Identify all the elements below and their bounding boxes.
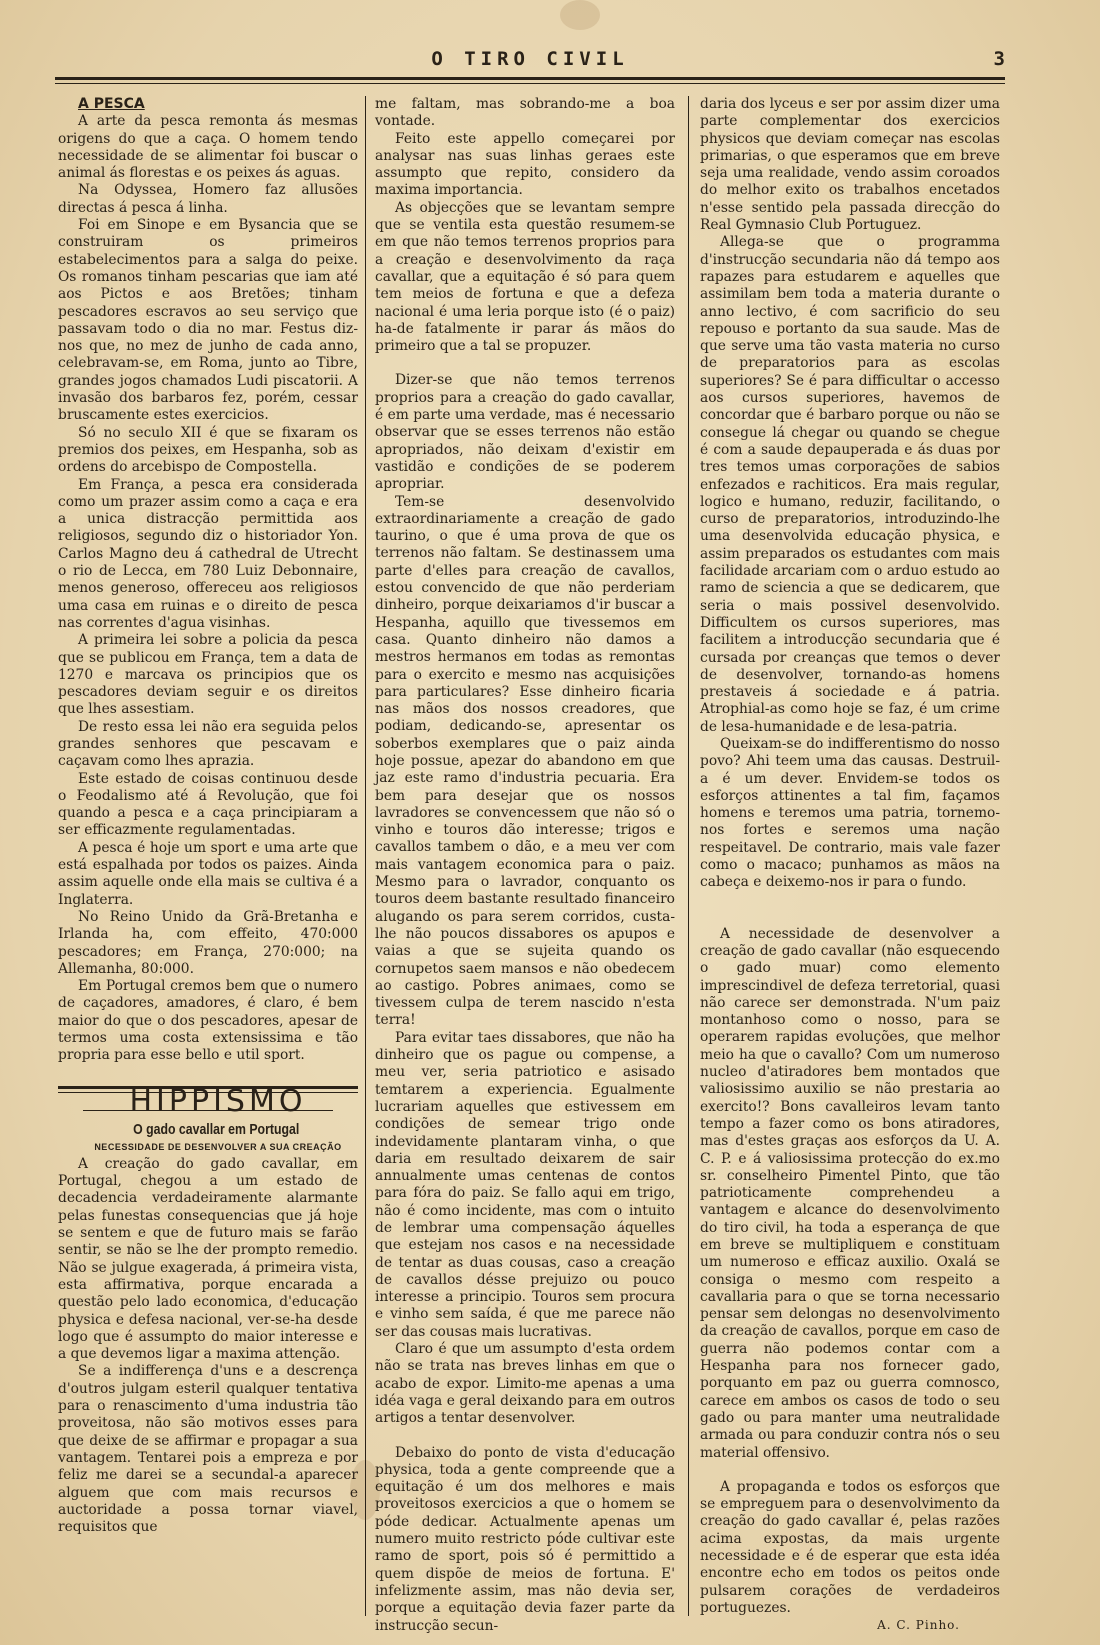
paragraph: Em França, a pesca era considerada como um prazer assim como a caça e era a unica distracção permittida aos religiosos, segundo diz o historiador Yon. Carlos Magno deu á cathedral de Utrecht o rio de Lecca, em 780 Luiz Debonnaire, menos generoso, offereceu aos religiosos uma casa em ruinas e o direito de pesca nas correntes d'agua visinhas.	[58, 476, 358, 631]
paragraph: No Reino Unido da Grã-Bretanha e Irlanda ha, com effeito, 470:000 pescadores; em França, 270:000; na Allemanha, 80:000.	[58, 908, 358, 977]
paragraph-gap	[375, 355, 675, 372]
paragraph-gap	[700, 1462, 1000, 1479]
paragraph: Feito este appello começarei por analysar nas suas linhas geraes este assumpto que repito, considero da maxima importancia.	[375, 130, 675, 199]
section-title-pesca: A PESCA	[78, 96, 145, 112]
paragraph: A creação do gado cavallar, em Portugal, chegou a um estado de decadencia verdadeiramente alarmante pelas funestas consequencias que já hoje se sentem e que de futuro mais se farão sentir, se não se lhe der prompto remedio. Não se julgue exagerada, á primeira vista, esta affirmativa, porque encarada a questão pelo lado economica, d'educação physica e defesa nacional, ver-se-ha desde logo que é assumpto do maior interesse e a que devemos ligar a maxima attenção.	[58, 1155, 358, 1363]
column-3	[700, 96, 1000, 1635]
page-number: 3	[993, 48, 1005, 70]
header-rule	[55, 77, 1005, 80]
column-2	[375, 96, 675, 1635]
paragraph: Em Portugal cremos bem que o numero de caçadores, amadores, é claro, é bem maior do que o dos pescadores, apesar de termos uma costa extensissima e tão propria para esse bello e util sport.	[58, 978, 358, 1064]
paragraph: A arte da pesca remonta ás mesmas origens do que a caça. O homem tendo necessidade de se alimentar foi buscar o animal ás florestas e os peixes ás aguas.	[58, 113, 358, 182]
paragraph: A necessidade de desenvolver a creação de gado cavallar (não esquecendo o gado muar) como elemento imprescindivel de defeza terretorial, quasi não carece ser demonstrada. N'um paiz montanhoso como o nosso, para se operarem rapidas evoluções, que melhor meio ha que o cavallo? Com um numeroso nucleo d'atiradores bem montados que valiosissimo auxilio se não prestaria ao exercito!? Bons cavalleiros levam tanto tempo a fazer como os bons atiradores, mas d'estes graças aos esforços da U. A. C. P. e á valiosissima protecção do ex.mo sr. conselheiro Pimentel Pinto, que tão patrioticamente comprehendeu a vantagem e alcance do desenvolvimento do tiro civil, ha toda a esperança de que em breve se multipliquem e constituam um numeroso e efficaz auxilio. Oxalá se consiga o mesmo com respeito a cavallaria para o que se torna necessario pensar sem delongas no desenvolvimento da creação de cavallos, porque em caso de guerra não podemos contar com a Hespanha para nos fornecer gado, porquanto em paz ou guerra comnosco, carece em ambos os casos de todo o seu gado ou para manter uma neutralidade armada ou para conduzir contra nós o seu material offensivo.	[700, 925, 1000, 1461]
column-pesca	[58, 96, 358, 1065]
paragraph: Claro é que um assumpto d'esta ordem não se trata nas breves linhas em que o acabo de expor. Limito-me apenas a uma idéa vaga e geral deixando para em outros artigos a tentar desenvolver.	[375, 1341, 675, 1427]
paper-stain	[560, 0, 600, 30]
paragraph-gap	[700, 909, 1000, 926]
paragraph: A pesca é hoje um sport e uma arte que está espalhada por todos os paizes. Ainda assim aquelle onde ella mais se cultiva é a Inglaterra.	[58, 839, 358, 908]
paragraph-gap	[375, 1428, 675, 1445]
hippismo-section	[58, 1086, 358, 1536]
paragraph: Dizer-se que não temos terrenos proprios para a creação do gado cavallar, é em parte uma verdade, mas é necessario observar que se esses terrenos não estão apropriados, não deixam d'existir em vastidão e condições de se poderem apropriar.	[375, 372, 675, 493]
column-divider	[688, 96, 689, 1616]
column-divider	[365, 96, 366, 1616]
paragraph: me faltam, mas sobrando-me a boa vontade.	[375, 96, 675, 130]
paragraph: Se a indifferença d'uns e a descrença d'outros julgam esteril qualquer tentativa para o renascimento d'uma industria tão proveitosa, não são motivos esses para que deixe de se affirmar e propagar a sua vantagem. Tentarei pois a empreza e por feliz me darei se a secundal-a aparecer alguem que com mais recursos e auctoridade a possa tornar viavel, requisitos que	[58, 1363, 358, 1536]
section-title-hippismo: HIPPISMO	[129, 1084, 307, 1119]
paragraph: Foi em Sinope e em Bysancia que se construiram os primeiros estabelecimentos para a salga do peixe. Os romanos tinham pescarias que iam até aos Pictos e aos Bretões; tinham pescadores escravos ao seu serviço que passavam todo o dia no mar. Festus diz-nos que, no mez de junho de cada anno, celebravam-se, em Roma, junto ao Tibre, grandes jogos chamados Ludi piscatorii. A invasão dos barbaros fez, porém, cessar bruscamente estes exercicios.	[58, 217, 358, 424]
paragraph: As objecções que se levantam sempre que se ventila esta questão resumem-se em que não temos terrenos proprios para a creação e desenvolvimento da raça cavallar, que a equitação é só para quem tem meios de fortuna e que a defeza nacional é uma leria porque isto (é o paiz) ha-de fatalmente ir parar ás mãos do primeiro que a tal se propuzer.	[375, 199, 675, 355]
paragraph-gap	[700, 892, 1000, 909]
paragraph: Na Odyssea, Homero faz allusões directas á pesca á linha.	[58, 182, 358, 216]
paragraph: Tem-se desenvolvido extraordinariamente a creação de gado taurino, o que é uma prova de que os terrenos não faltam. Se destinassem uma parte d'elles para creação de cavallos, estou convencido de que não perderiam dinheiro, porque deixariamos d'ir buscar a Hespanha, aquillo que tivessemos em casa. Quanto dinheiro não damos a mestros hermanos em todas as remontas para o exercito e mesmo nas acquisições para particulares? Esse dinheiro ficaria nas mãos dos nossos creadores, que podiam, dedicando-se, apresentar os soberbos exemplares que o paiz ainda hoje possue, apezar do abandono em que jaz este ramo d'industria pecuaria. Era bem para desejar que os nossos lavradores se convencessem que não só o vinho e touros dão interesse; trigos e cavallos tambem o dão, e a meu ver com mais vantagem economica para o paiz. Mesmo para o lavrador, conquanto os touros deem bastante resultado financeiro alugando os para serem corridos, custa-lhe não poucos dissabores os apupos e vaias a que se sujeita quando os cornupetos saem mansos e não obedecem ao castigo. Pobres animaes, como se tivessem culpa de terem nascido n'esta terra!	[375, 493, 675, 1029]
paragraph: Para evitar taes dissabores, que não ha dinheiro que os pague ou compense, a meu ver, seria patriotico e asisado temtarem a experiencia. Egualmente lucrariam aquelles que estivessem em condições de semear trigo onde indevidamente plantaram vinha, o que daria em resultado deixarem de sair annualmente umas centenas de contos para fóra do paiz. Se fallo aqui em trigo, não é como incidente, mas com o intuito de lembrar uma compensação áquelles que estejam nos casos e na necessidade de tentar as duas cousas, caso a creação de cavallos désse prejuizo ou pouco interesse a principio. Touros sem procura e vinho sem saída, é que me parece não ser das cousas mais lucrativas.	[375, 1029, 675, 1340]
paragraph: Este estado de coisas continuou desde o Feodalismo até á Revolução, que foi quando a pesca e a caça principiaram a ser efficazmente regulamentadas.	[58, 770, 358, 839]
article-headline: O gado cavallar em Portugal	[133, 1121, 300, 1139]
paragraph: Allega-se que o programma d'instrucção secundaria não dá tempo aos rapazes para estudarem e aquelles que assimilam bem toda a materia durante o anno lectivo, é com sacrificio do seu repouso e portanto da sua saude. Mas de que serve uma tão vasta materia no curso de preparatorios para as escolas superiores? Se é para difficultar o accesso aos cursos superiores, havemos de concordar que é barbaro porque ou não se consegue lá chegar ou quando se chegue é com a saude depauperada e ás duas por tres temos umas corporações de sabios enfezados e rachiticos. Era mais regular, logico e humano, reduzir, facilitando, o curso de preparatorios, introduzindo-lhe uma desenvolvida educação physica, e assim preparados os estudantes com mais facilidade arcariam com o arduo estudo ao ramo de sciencia a que se dedicarem, que seria o mais possivel desenvolvido. Difficultem os cursos superiores, mas facilitem a introducção secundaria que é cursada por creanças que temos o dever de desenvolver, tornando-as homens prestaveis á sociedade e á patria. Atrophial-as como hoje se faz, é um crime de lesa-humanidade e de lesa-patria.	[700, 234, 1000, 735]
header-rule-thin	[55, 83, 1005, 84]
paragraph: Debaixo do ponto de vista d'educação physica, toda a gente compreende que a equitação é um dos melhores e mais proveitosos exercicios a que o homem se póde dedicar. Actualmente apenas um numero muito restricto póde cultivar este ramo de sport, pois só é permittido a quem dispõe de meios de fortuna. E' infelizmente assim, mas não devia ser, porque a equitação devia fazer parte da instrucção secun-	[375, 1444, 675, 1634]
newspaper-title: O TIRO CIVIL	[431, 48, 629, 70]
paragraph: A primeira lei sobre a policia da pesca que se publicou em França, tem a data de 1270 e marcava os principios que os pescadores deviam seguir e os direitos que lhes assestiam.	[58, 632, 358, 718]
page-header	[55, 48, 1005, 70]
paragraph: A propaganda e todos os esforços que se empreguem para o desenvolvimento da creação do gado cavallar é, pelas razões acima expostas, da mais urgente necessidade e é de esperar que esta idéa encontre echo em todos os peitos onde pulsarem corações de verdadeiros portuguezes.	[700, 1478, 1000, 1616]
article-subheadline: NECESSIDADE DE DESENVOLVER A SUA CREAÇÃO	[94, 1141, 342, 1152]
paragraph: Queixam-se do indifferentismo do nosso povo? Ahi teem uma das causas. Destruil-a é um dever. Envidem-se todos os esforços attinentes a tal fim, façamos homens e teremos uma patria, tornemo-nos fortes e seremos uma nação respeitavel. De contrario, mais vale fazer como o macaco; punhamos as mãos na cabeça e deixemo-nos ir para o fundo.	[700, 735, 1000, 891]
paragraph: De resto essa lei não era seguida pelos grandes senhores que pescavam e caçavam como lhes aprazia.	[58, 718, 358, 770]
author-signature: A. C. Pinho.	[877, 1618, 960, 1633]
paragraph: daria dos lyceus e ser por assim dizer uma parte complementar dos exercicios physicos que deviam começar nas escolas primarias, o que esperamos que em breve seja uma realidade, vendo assim coroados do melhor exito os trabalhos encetados n'esse sentido pela passada direcção do Real Gymnasio Club Portuguez.	[700, 96, 1000, 234]
paragraph: Só no seculo XII é que se fixaram os premios dos peixes, em Hespanha, sob as ordens do arcebispo de Compostella.	[58, 424, 358, 476]
